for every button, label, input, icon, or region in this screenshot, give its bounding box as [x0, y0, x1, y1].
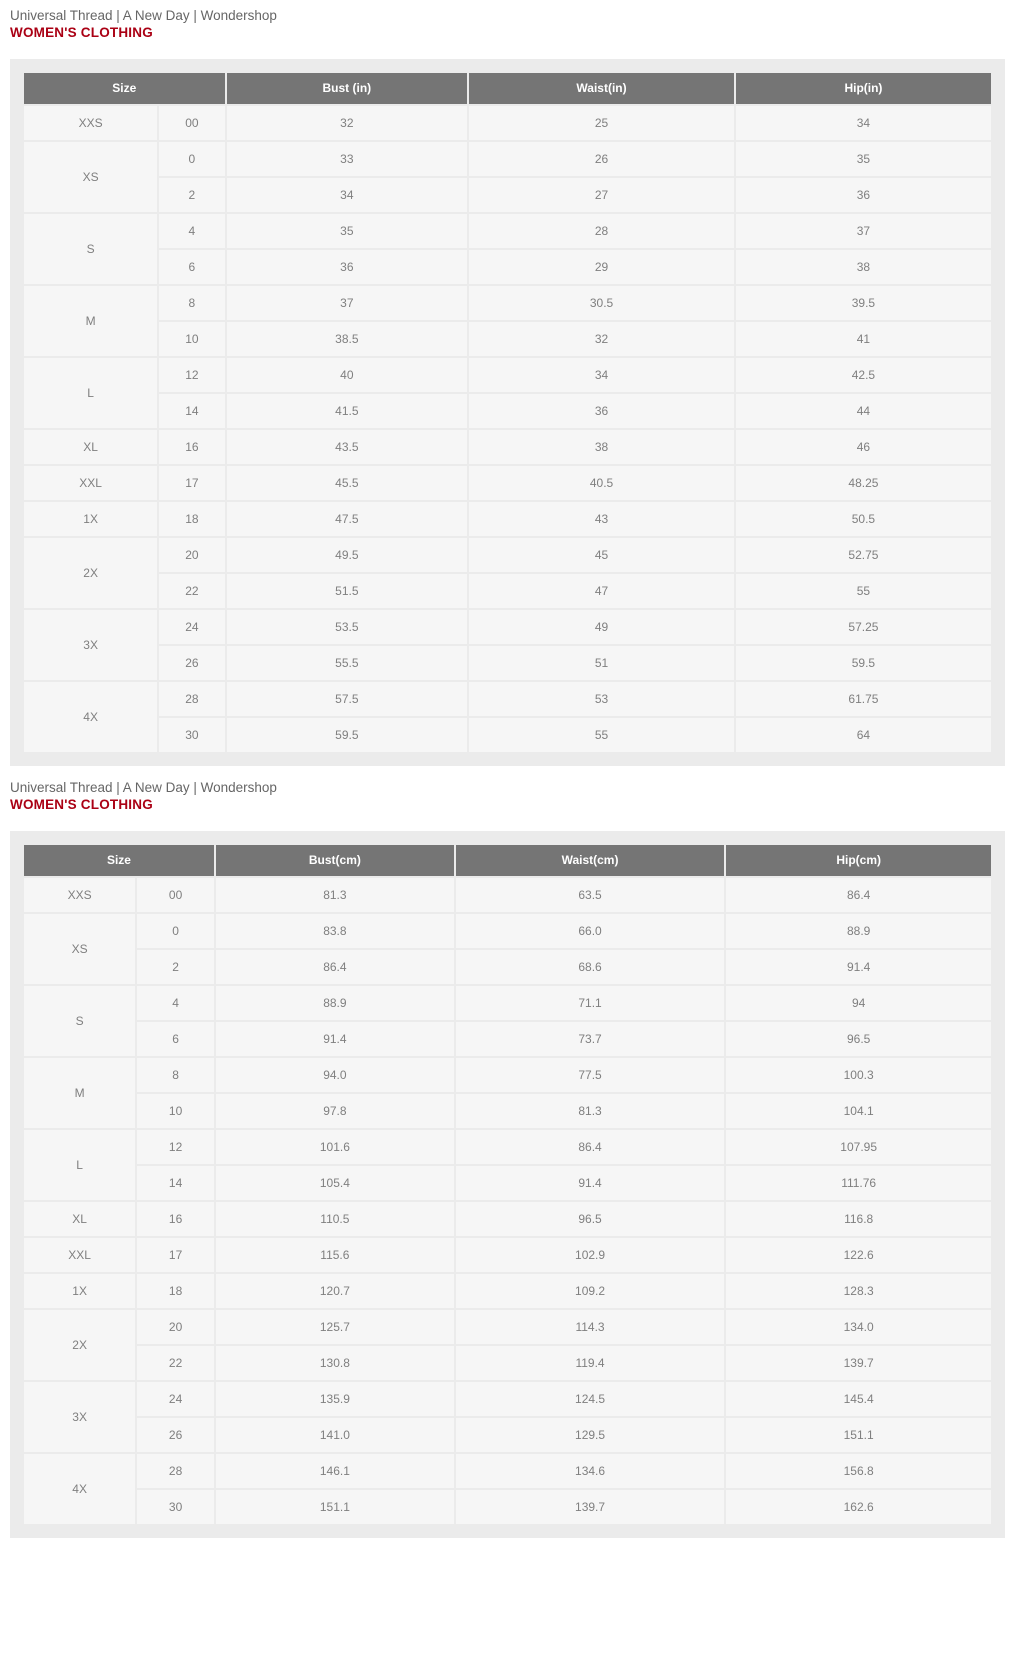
table-row [24, 286, 991, 320]
waist-cell: 43 [469, 502, 734, 536]
size-number-cell: 26 [137, 1418, 214, 1452]
section-title: WOMEN'S CLOTHING [10, 796, 153, 812]
table-row [24, 178, 991, 212]
bust-cell: 151.1 [216, 1490, 454, 1524]
table-row [24, 1310, 991, 1344]
size-group-label: L [24, 1130, 135, 1200]
size-number-cell: 00 [137, 878, 214, 912]
size-number-cell: 24 [159, 610, 224, 644]
table-header [24, 845, 991, 876]
waist-cell: 124.5 [456, 1382, 725, 1416]
size-group-label: 4X [24, 682, 157, 752]
hip-cell: 156.8 [726, 1454, 991, 1488]
size-number-cell: 18 [137, 1274, 214, 1308]
size-group-label: 3X [24, 1382, 135, 1452]
column-header-bust: Bust (in) [227, 73, 468, 104]
hip-cell: 39.5 [736, 286, 991, 320]
table-row [24, 646, 991, 680]
header-row [24, 73, 991, 104]
waist-cell: 30.5 [469, 286, 734, 320]
table-row [24, 1238, 991, 1272]
size-number-cell: 4 [159, 214, 224, 248]
bust-cell: 120.7 [216, 1274, 454, 1308]
size-group-label: 1X [24, 1274, 135, 1308]
table-row [24, 1130, 991, 1164]
table-row [24, 1346, 991, 1380]
column-header-size: Size [24, 845, 214, 876]
bust-cell: 45.5 [227, 466, 468, 500]
size-group-label: M [24, 286, 157, 356]
table-body [24, 878, 991, 1524]
hip-cell: 145.4 [726, 1382, 991, 1416]
hip-cell: 50.5 [736, 502, 991, 536]
waist-cell: 109.2 [456, 1274, 725, 1308]
size-group-label: XL [24, 1202, 135, 1236]
hip-cell: 46 [736, 430, 991, 464]
size-number-cell: 22 [137, 1346, 214, 1380]
hip-cell: 36 [736, 178, 991, 212]
column-header-hip: Hip(cm) [726, 845, 991, 876]
size-number-cell: 8 [159, 286, 224, 320]
waist-cell: 25 [469, 106, 734, 140]
hip-cell: 35 [736, 142, 991, 176]
hip-cell: 55 [736, 574, 991, 608]
hip-cell: 91.4 [726, 950, 991, 984]
bust-cell: 86.4 [216, 950, 454, 984]
bust-cell: 101.6 [216, 1130, 454, 1164]
hip-cell: 134.0 [726, 1310, 991, 1344]
size-number-cell: 6 [137, 1022, 214, 1056]
size-number-cell: 16 [137, 1202, 214, 1236]
waist-cell: 34 [469, 358, 734, 392]
table-row [24, 394, 991, 428]
table-row [24, 1058, 991, 1092]
column-header-waist: Waist(cm) [456, 845, 725, 876]
table-row [24, 250, 991, 284]
size-number-cell: 12 [159, 358, 224, 392]
size-number-cell: 30 [137, 1490, 214, 1524]
bust-cell: 37 [227, 286, 468, 320]
section-title: WOMEN'S CLOTHING [10, 24, 153, 40]
hip-cell: 96.5 [726, 1022, 991, 1056]
size-group-label: 2X [24, 538, 157, 608]
hip-cell: 37 [736, 214, 991, 248]
bust-cell: 34 [227, 178, 468, 212]
hip-cell: 162.6 [726, 1490, 991, 1524]
waist-cell: 55 [469, 718, 734, 752]
waist-cell: 129.5 [456, 1418, 725, 1452]
bust-cell: 55.5 [227, 646, 468, 680]
bust-cell: 33 [227, 142, 468, 176]
bust-cell: 115.6 [216, 1238, 454, 1272]
waist-cell: 29 [469, 250, 734, 284]
bust-cell: 146.1 [216, 1454, 454, 1488]
table-row [24, 1166, 991, 1200]
brand-line: Universal Thread | A New Day | Wondershop [10, 8, 277, 23]
table-container [10, 831, 1005, 1538]
bust-cell: 97.8 [216, 1094, 454, 1128]
table-row [24, 1022, 991, 1056]
size-number-cell: 24 [137, 1382, 214, 1416]
table-row [24, 878, 991, 912]
size-number-cell: 18 [159, 502, 224, 536]
bust-cell: 35 [227, 214, 468, 248]
hip-cell: 42.5 [736, 358, 991, 392]
hip-cell: 41 [736, 322, 991, 356]
waist-cell: 81.3 [456, 1094, 725, 1128]
bust-cell: 110.5 [216, 1202, 454, 1236]
bust-cell: 49.5 [227, 538, 468, 572]
bust-cell: 105.4 [216, 1166, 454, 1200]
waist-cell: 49 [469, 610, 734, 644]
waist-cell: 28 [469, 214, 734, 248]
table-row [24, 1490, 991, 1524]
size-number-cell: 0 [159, 142, 224, 176]
hip-cell: 64 [736, 718, 991, 752]
brand-line: Universal Thread | A New Day | Wondershop [10, 779, 277, 795]
table-row [24, 430, 991, 464]
waist-cell: 68.6 [456, 950, 725, 984]
hip-cell: 104.1 [726, 1094, 991, 1128]
bust-cell: 32 [227, 106, 468, 140]
size-number-cell: 10 [137, 1094, 214, 1128]
waist-cell: 38 [469, 430, 734, 464]
hip-cell: 128.3 [726, 1274, 991, 1308]
hip-cell: 139.7 [726, 1346, 991, 1380]
waist-cell: 36 [469, 394, 734, 428]
size-number-cell: 20 [159, 538, 224, 572]
size-number-cell: 14 [137, 1166, 214, 1200]
column-header-waist: Waist(in) [469, 73, 734, 104]
column-header-bust: Bust(cm) [216, 845, 454, 876]
size-number-cell: 00 [159, 106, 224, 140]
size-group-label: L [24, 358, 157, 428]
bust-cell: 51.5 [227, 574, 468, 608]
hip-cell: 151.1 [726, 1418, 991, 1452]
table-body [24, 106, 991, 752]
waist-cell: 73.7 [456, 1022, 725, 1056]
waist-cell: 63.5 [456, 878, 725, 912]
waist-cell: 102.9 [456, 1238, 725, 1272]
hip-cell: 52.75 [736, 538, 991, 572]
waist-cell: 66.0 [456, 914, 725, 948]
bust-cell: 91.4 [216, 1022, 454, 1056]
waist-cell: 91.4 [456, 1166, 725, 1200]
size-table-inches [22, 71, 993, 754]
table-container [10, 59, 1005, 766]
section-header [10, 780, 1014, 813]
size-number-cell: 17 [159, 466, 224, 500]
table-row [24, 106, 991, 140]
size-chart-section-cm [0, 780, 1024, 1538]
waist-cell: 40.5 [469, 466, 734, 500]
bust-cell: 40 [227, 358, 468, 392]
waist-cell: 51 [469, 646, 734, 680]
hip-cell: 122.6 [726, 1238, 991, 1272]
size-number-cell: 20 [137, 1310, 214, 1344]
size-group-label: XXL [24, 1238, 135, 1272]
bust-cell: 38.5 [227, 322, 468, 356]
waist-cell: 53 [469, 682, 734, 716]
hip-cell: 44 [736, 394, 991, 428]
size-number-cell: 30 [159, 718, 224, 752]
size-number-cell: 14 [159, 394, 224, 428]
table-row [24, 1202, 991, 1236]
bust-cell: 81.3 [216, 878, 454, 912]
size-group-label: S [24, 986, 135, 1056]
hip-cell: 111.76 [726, 1166, 991, 1200]
bust-cell: 88.9 [216, 986, 454, 1020]
waist-cell: 45 [469, 538, 734, 572]
waist-cell: 32 [469, 322, 734, 356]
hip-cell: 100.3 [726, 1058, 991, 1092]
size-number-cell: 17 [137, 1238, 214, 1272]
table-row [24, 950, 991, 984]
size-group-label: XXS [24, 878, 135, 912]
bust-cell: 47.5 [227, 502, 468, 536]
hip-cell: 48.25 [736, 466, 991, 500]
waist-cell: 139.7 [456, 1490, 725, 1524]
column-header-size: Size [24, 73, 225, 104]
size-number-cell: 2 [137, 950, 214, 984]
hip-cell: 59.5 [736, 646, 991, 680]
table-row [24, 914, 991, 948]
size-group-label: XS [24, 914, 135, 984]
size-group-label: XL [24, 430, 157, 464]
bust-cell: 36 [227, 250, 468, 284]
table-row [24, 986, 991, 1020]
size-group-label: XS [24, 142, 157, 212]
bust-cell: 83.8 [216, 914, 454, 948]
size-number-cell: 26 [159, 646, 224, 680]
bust-cell: 53.5 [227, 610, 468, 644]
size-number-cell: 22 [159, 574, 224, 608]
hip-cell: 61.75 [736, 682, 991, 716]
table-row [24, 574, 991, 608]
size-number-cell: 28 [137, 1454, 214, 1488]
table-row [24, 502, 991, 536]
size-number-cell: 6 [159, 250, 224, 284]
bust-cell: 94.0 [216, 1058, 454, 1092]
hip-cell: 116.8 [726, 1202, 991, 1236]
table-row [24, 322, 991, 356]
size-number-cell: 12 [137, 1130, 214, 1164]
table-row [24, 358, 991, 392]
hip-cell: 94 [726, 986, 991, 1020]
size-number-cell: 28 [159, 682, 224, 716]
bust-cell: 41.5 [227, 394, 468, 428]
hip-cell: 34 [736, 106, 991, 140]
header-row [24, 845, 991, 876]
table-row [24, 538, 991, 572]
bust-cell: 125.7 [216, 1310, 454, 1344]
bust-cell: 59.5 [227, 718, 468, 752]
size-group-label: 2X [24, 1310, 135, 1380]
hip-cell: 107.95 [726, 1130, 991, 1164]
table-row [24, 142, 991, 176]
waist-cell: 27 [469, 178, 734, 212]
bust-cell: 43.5 [227, 430, 468, 464]
hip-cell: 88.9 [726, 914, 991, 948]
waist-cell: 114.3 [456, 1310, 725, 1344]
bust-cell: 135.9 [216, 1382, 454, 1416]
size-group-label: 3X [24, 610, 157, 680]
waist-cell: 77.5 [456, 1058, 725, 1092]
bust-cell: 57.5 [227, 682, 468, 716]
size-number-cell: 10 [159, 322, 224, 356]
table-row [24, 1094, 991, 1128]
section-header [10, 8, 1014, 41]
size-group-label: M [24, 1058, 135, 1128]
column-header-hip: Hip(in) [736, 73, 991, 104]
table-row [24, 682, 991, 716]
size-number-cell: 2 [159, 178, 224, 212]
size-group-label: S [24, 214, 157, 284]
size-chart-section-inches [0, 8, 1024, 766]
size-number-cell: 0 [137, 914, 214, 948]
table-row [24, 1418, 991, 1452]
hip-cell: 57.25 [736, 610, 991, 644]
size-table-cm [22, 843, 993, 1526]
waist-cell: 119.4 [456, 1346, 725, 1380]
waist-cell: 47 [469, 574, 734, 608]
waist-cell: 26 [469, 142, 734, 176]
table-row [24, 214, 991, 248]
waist-cell: 134.6 [456, 1454, 725, 1488]
bust-cell: 130.8 [216, 1346, 454, 1380]
size-group-label: 4X [24, 1454, 135, 1524]
size-number-cell: 8 [137, 1058, 214, 1092]
table-header [24, 73, 991, 104]
table-row [24, 1454, 991, 1488]
table-row [24, 466, 991, 500]
waist-cell: 86.4 [456, 1130, 725, 1164]
table-row [24, 610, 991, 644]
table-row [24, 1274, 991, 1308]
waist-cell: 71.1 [456, 986, 725, 1020]
size-number-cell: 16 [159, 430, 224, 464]
size-number-cell: 4 [137, 986, 214, 1020]
table-row [24, 718, 991, 752]
size-group-label: XXS [24, 106, 157, 140]
size-group-label: XXL [24, 466, 157, 500]
hip-cell: 38 [736, 250, 991, 284]
hip-cell: 86.4 [726, 878, 991, 912]
waist-cell: 96.5 [456, 1202, 725, 1236]
bust-cell: 141.0 [216, 1418, 454, 1452]
table-row [24, 1382, 991, 1416]
size-group-label: 1X [24, 502, 157, 536]
